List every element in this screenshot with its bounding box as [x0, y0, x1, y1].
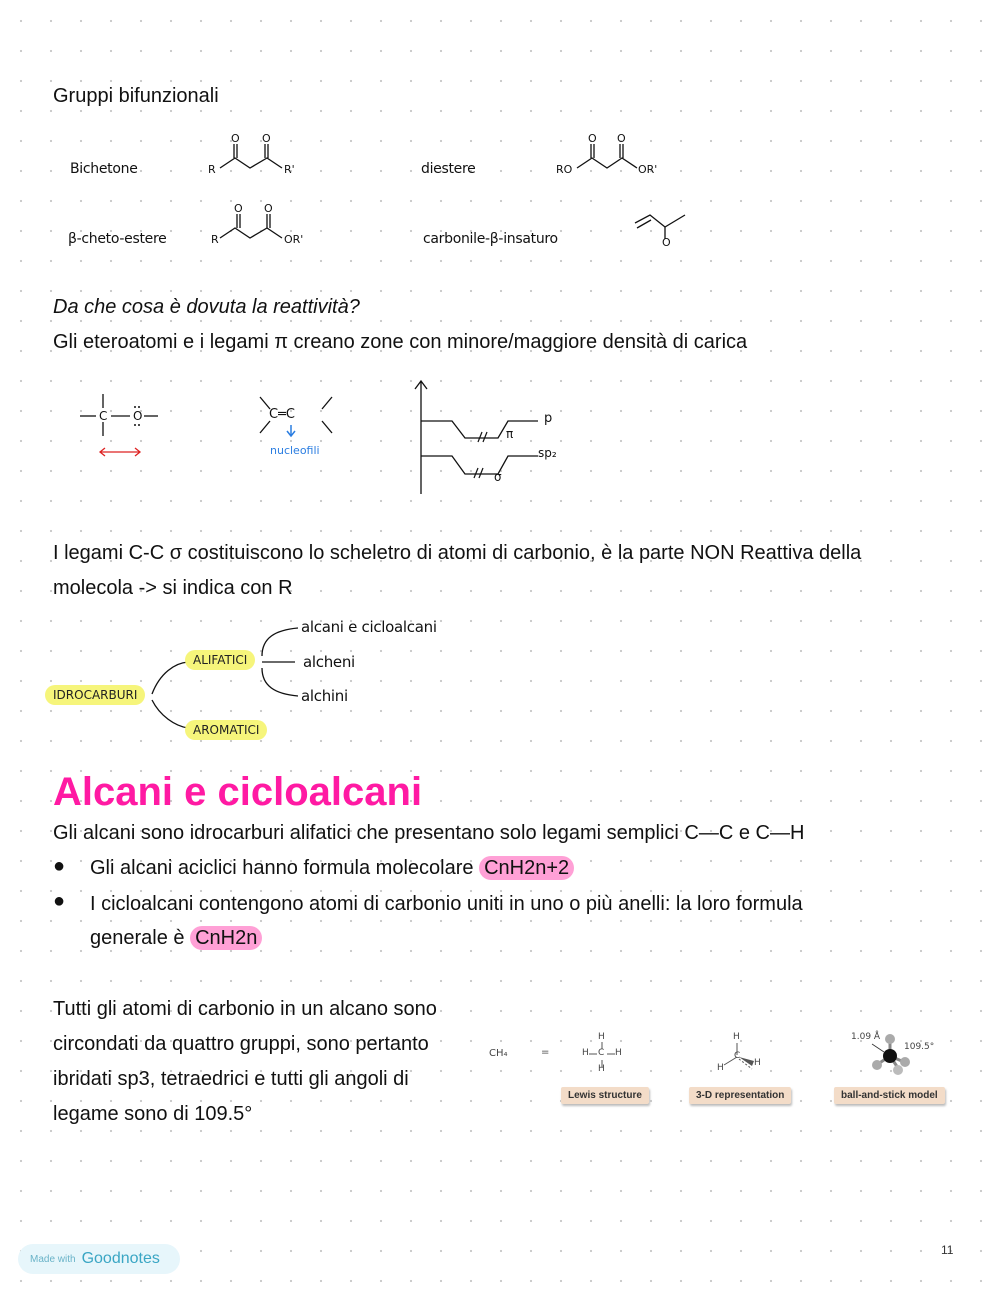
heading-bifunctional-groups: Gruppi bifunzionali: [53, 85, 219, 107]
page-number: 11: [941, 1243, 954, 1257]
carbonile-O: O: [662, 236, 671, 249]
lewis-H-top: H: [598, 1032, 605, 1042]
bichetone-O1: O: [231, 132, 240, 145]
co-oxygen: O: [133, 409, 143, 423]
energy-pi-label: π: [506, 427, 514, 441]
c-o-polar-bond-diagram: [78, 390, 168, 460]
tetra-line-2: circondati da quattro gruppi, sono pertanto: [53, 1033, 429, 1055]
tetra-line-1: Tutti gli atomi di carbonio in un alcano sono: [53, 998, 437, 1020]
bce-O1: O: [234, 202, 243, 215]
bullet-1: [90, 856, 574, 880]
formula-cyclic: CnH2n: [190, 926, 262, 950]
cc-sigma-line2: molecola -> si indica con R: [53, 577, 293, 599]
energy-sp2-label: sp₂: [538, 446, 557, 460]
3d-representation-label: 3-D representation: [689, 1087, 791, 1104]
bullet-1-text: Gli alcani aciclici hanno formula molecolare: [90, 857, 480, 879]
ball-and-stick-label: ball-and-stick model: [834, 1087, 945, 1104]
section-title: Alcani e cicloalcani: [53, 770, 423, 814]
3d-H-top: H: [733, 1032, 740, 1042]
bullet-2-line2: [90, 926, 262, 950]
bichetone-R: R: [208, 163, 216, 176]
bullet-2-line1: I cicloalcani contengono atomi di carbonio uniti in uno o più anelli: la loro formula: [90, 893, 803, 915]
bce-O2: O: [264, 202, 273, 215]
nucleofili-label: nucleofili: [270, 444, 320, 457]
lewis-H-left: H: [582, 1048, 589, 1058]
tetra-line-3: ibridati sp3, tetraedrici e tutti gli angoli di: [53, 1068, 409, 1090]
lewis-H-bottom: H: [598, 1064, 605, 1074]
goodnotes-badge: [18, 1244, 180, 1274]
ball-angle: 109.5°: [904, 1042, 935, 1052]
co-carbon: C: [99, 409, 108, 423]
tree-alifatici: ALIFATICI: [185, 650, 255, 670]
badge-made-with: Made with: [30, 1253, 76, 1265]
bullet-dot-1: ●: [53, 855, 66, 877]
orbital-energy-diagram: [410, 378, 560, 498]
alkene-label: C═C: [269, 407, 295, 422]
alkane-intro: Gli alcani sono idrocarburi alifatici che presentano solo legami semplici C—C e C—H: [53, 822, 805, 844]
tree-root-idrocarburi: IDROCARBURI: [45, 685, 145, 705]
lewis-structure-label: Lewis structure: [561, 1087, 649, 1104]
reactivity-text: Gli eteroatomi e i legami π creano zone con minore/maggiore densità di carica: [53, 331, 748, 353]
bullet-2-text: generale è: [90, 927, 191, 949]
label-beta-cheto-estere: β-cheto-estere: [68, 231, 167, 247]
bce-R: R: [211, 233, 219, 246]
formula-acyclic: CnH2n+2: [479, 856, 574, 880]
tree-alcani: alcani e cicloalcani: [301, 618, 437, 636]
reactivity-question: Da che cosa è dovuta la reattività?: [53, 296, 360, 318]
3d-C: C: [734, 1051, 741, 1061]
tetra-line-4: legame sono di 109.5°: [53, 1103, 253, 1125]
badge-app-name: Goodnotes: [81, 1250, 160, 1267]
label-bichetone: Bichetone: [70, 161, 138, 177]
lewis-H-right: H: [615, 1048, 622, 1058]
diestere-O2: O: [617, 132, 626, 145]
tree-aromatici: AROMATICI: [185, 720, 267, 740]
energy-p-label: p: [544, 411, 553, 426]
bce-OR-prime: OR': [284, 233, 304, 246]
ball-bond-length: 1.09 Å: [851, 1032, 881, 1042]
label-diestere: diestere: [421, 161, 476, 177]
diestere-O1: O: [588, 132, 597, 145]
lewis-C: C: [598, 1048, 605, 1058]
3d-H-right: H: [754, 1058, 761, 1068]
diestere-RO: RO: [556, 163, 573, 176]
3d-H-left: H: [717, 1063, 724, 1073]
tree-alchini: alchini: [301, 687, 348, 705]
ch4-formula: CH₄: [489, 1048, 508, 1059]
label-carbonile-insaturo: carbonile-β-insaturo: [423, 231, 558, 247]
bullet-dot-2: ●: [53, 890, 66, 912]
ch4-equals: =: [541, 1047, 550, 1058]
bichetone-R-prime: R': [284, 163, 295, 176]
tree-alcheni: alcheni: [303, 653, 355, 671]
cc-sigma-line1: I legami C-C σ costituiscono lo scheletro di atomi di carbonio, è la parte NON Reattiva della: [53, 542, 862, 564]
diestere-OR-prime: OR': [638, 163, 658, 176]
alkene-diagram: [255, 395, 340, 445]
energy-sigma-label: σ: [494, 470, 502, 484]
bichetone-O2: O: [262, 132, 271, 145]
